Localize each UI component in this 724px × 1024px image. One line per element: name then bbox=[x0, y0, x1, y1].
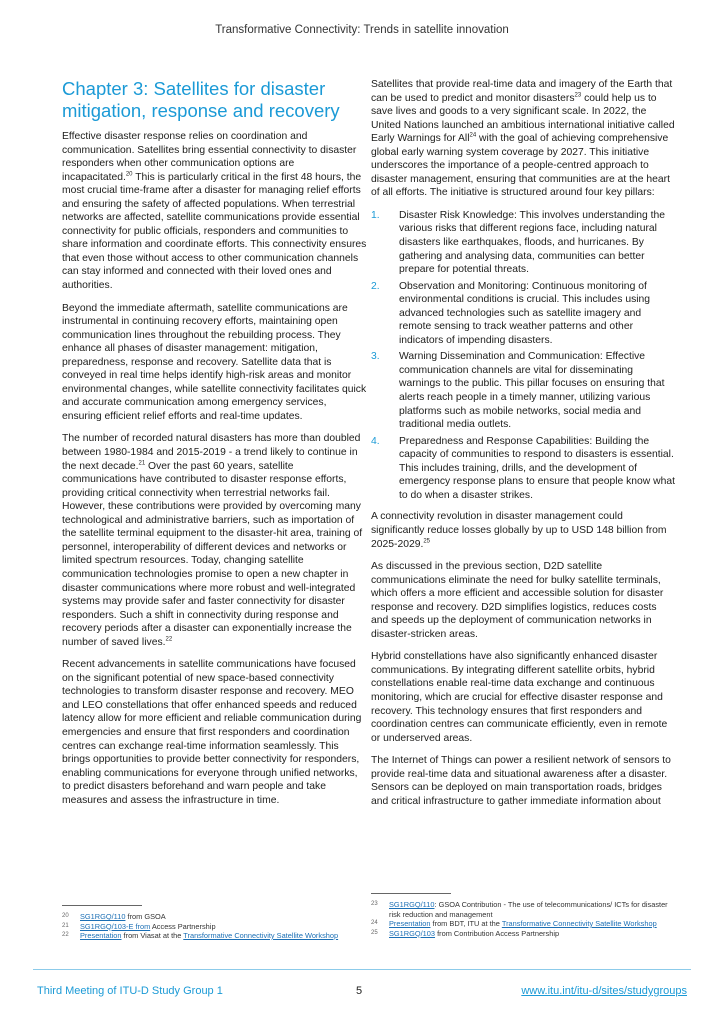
footnote-number: 23 bbox=[371, 901, 378, 907]
list-text: Preparedness and Response Capabilities: Building the capacity of communities to respond to disasters is essential. This includes training, drills, and the development of emergency response plans to ensure that people know what to do when a disaster strikes. bbox=[399, 435, 676, 501]
paragraph: Hybrid constellations have also significantly enhanced disaster communications. By integrating different satellite orbits, hybrid constellations enable real-time data exchange and continuous monitoring, which are crucial for effective disaster response and recovery. This technology ensures that first responders and coordination centres can communicate efficiently, even in remote or underserved areas. bbox=[371, 651, 668, 744]
footnote-ref[interactable]: 25 bbox=[423, 538, 431, 545]
footnote-link[interactable]: Transformative Connectivity Satellite Workshop bbox=[501, 919, 657, 928]
footnote-link[interactable]: Presentation bbox=[389, 919, 431, 928]
list-text: Disaster Risk Knowledge: This involves understanding the various risks that different regions face, including natural disasters like earthquakes, floods, and hurricanes. By gathering and analysing data, communities can better prepare for potential threats. bbox=[399, 209, 666, 276]
footnote-ref[interactable]: 24 bbox=[469, 132, 477, 139]
list-text: Warning Dissemination and Communication: Effective communication channels are vital for disseminating warnings to the public. This pillar focuses on ensuring that alerts reach people in a timely manner, utilizing various platforms such as mobile networks, social media and traditional media outlets. bbox=[399, 351, 665, 431]
footnote-divider bbox=[371, 893, 451, 894]
footnote-divider bbox=[62, 905, 142, 906]
footnote-link[interactable]: SG1RGQ/103-E from bbox=[80, 921, 151, 931]
right-column bbox=[371, 78, 676, 817]
footnote: 20 SG1RGQ/110 from GSOA bbox=[62, 912, 166, 921]
paragraph: A connectivity revolution in disaster management could significantly reduce losses globally by up to USD 148 billion from 2025-2029.25 bbox=[371, 511, 667, 550]
footnote: 24 Presentation from BDT, ITU at the Transformative Connectivity Satellite Workshop bbox=[371, 919, 657, 928]
left-column bbox=[62, 78, 367, 816]
footnote-link[interactable]: SG1RGQ/103 bbox=[389, 928, 436, 938]
list-item bbox=[371, 435, 676, 503]
list-number: 2. bbox=[371, 280, 380, 292]
paragraph: The number of recorded natural disasters has more than doubled between 1980-1984 and 2015-2019 - a trend likely to continue in the next decade.$^{21}$ Over the past 60 years, satellite communications have contributed to disaster response efforts, providing critical connectivity when terrestrial networks fail. However, these contributions were provided by overcoming many technological and administrative barriers, such as importation of the satellite terminal equipment to the disaster-hit area, training of personnel, interoperability of different devices and networks or limited spectrum resources. Today, changing satellite communication technologies promise to open a new chapter in disaster communications where more robust and well-integrated systems may provide safer and faster connectivity for disaster responders. Such a shift in connectivity during response and recovery periods after a disaster can exponentially increase the number of saved lives.$^{22}$ bbox=[62, 433, 363, 648]
footer-meeting-title: Third Meeting of ITU-D Study Group 1 bbox=[37, 985, 223, 997]
list-item bbox=[371, 350, 676, 431]
paragraph: Beyond the immediate aftermath, satellite communications are instrumental in continuing recovery efforts, maintaining open communication lines throughout the rebuilding process. They enhance all phases of disaster management: mitigation, preparedness, response and recovery. Satellite data that is conveyed in real time helps identify high-risk areas and monitor environmental changes, while satellite connectivity facilitates quick and accurate communication among emergency services, ensuring efficient relief efforts and real-time updates. bbox=[62, 302, 367, 422]
page-number: 5 bbox=[356, 985, 363, 997]
footnotes-left bbox=[62, 905, 362, 941]
paragraph: Recent advancements in satellite communications have focused on the significant potential of new space-based connectivity technologies to transform disaster response and recovery. MEO and LEO constellations that offer enhanced speeds and reduced latency allow for more efficient and reliable communication during emergencies and ensure that first responders and coordination centres can exchange real-time information seamlessly. This brings opportunities to provide better connectivity for responders, enabling communications for everyone through unified networks, to predict disasters beforehand and warn people and take measures and assess the infrastructure in time. bbox=[62, 659, 362, 806]
footnote-number: 25 bbox=[371, 929, 378, 936]
paragraph: As discussed in the previous section, D2D satellite communications eliminate the need for bulky satellite terminals, which offers a more efficient and accessible solution for disaster response and recovery. D2D simplifies logistics, reduces costs and speeds up the deployment of communication networks in disaster-stricken areas. bbox=[371, 561, 664, 640]
footer-divider bbox=[33, 969, 691, 970]
paragraph: Satellites that provide real-time data and imagery of the Earth that can be used to predict and monitor disasters$^{23}$ could help us to save lives and goods to a very significant scale. In 2022, the United Nations launched an ambitious international initiative called Early Warnings for All$^{24}$ with the goal of achieving comprehensive global early warning system coverage by 2027. This initiative underscores the importance of a people-centred approach to disaster management, ensuring that communities are at the heart of all efforts. The initiative is structured around four key pillars: bbox=[371, 79, 675, 199]
footnote-link[interactable]: SG1RGQ/110 bbox=[80, 912, 126, 921]
footnote-ref[interactable]: 23 bbox=[574, 92, 582, 99]
footnote-link[interactable]: Transformative Connectivity Satellite Workshop bbox=[183, 931, 339, 940]
footnote-link[interactable]: Presentation bbox=[80, 931, 122, 940]
pillars-list bbox=[371, 209, 676, 502]
list-text: Observation and Monitoring: Continuous monitoring of environmental conditions is crucial. This includes using advanced technologies such as satellite imagery and remote sensing to track weather patterns and other indicators of impending disasters. bbox=[399, 280, 651, 346]
footnote: 22 Presentation from Viasat at the Transformative Connectivity Satellite Workshop bbox=[62, 931, 339, 940]
list-item bbox=[371, 280, 676, 348]
footnote: 21 SG1RGQ/103-E from Access Partnership bbox=[62, 921, 216, 931]
paragraph: Effective disaster response relies on coordination and communication. Satellites bring essential connectivity to disaster responders when other communication options are incapacitated.$^{20}$ This is particularly critical in the first 48 hours, the most crucial time-frame after a disaster for managing relief efforts and ensuring the safety of affected populations. When terrestrial networks are affected, satellite communications provide essential connectivity for public officials, responders and communities to share information and coordinate efforts. This connectivity ensures that even those without access to other communication channels can stay informed and connected with their loved ones and authorities. bbox=[62, 131, 367, 292]
footnote-number: 24 bbox=[371, 920, 378, 926]
paragraph: The Internet of Things can power a resilient network of sensors to provide real-time data and situational awareness after a disaster. Sensors can be deployed on main transportation roads, bridges and critical infrastructure to gather immediate information about bbox=[371, 755, 671, 807]
footnote: 23 SG1RGQ/110: GSOA Contribution - The use of telecommunications/ ICTs for disaster risk reduction and management bbox=[371, 900, 668, 919]
running-header: Transformative Connectivity: Trends in satellite innovation bbox=[215, 24, 509, 36]
chapter-title: Chapter 3: Satellites for disaster mitigation, response and recovery bbox=[62, 78, 340, 121]
footnote-number: 20 bbox=[62, 913, 69, 919]
footnote-ref[interactable]: 20 bbox=[125, 171, 133, 178]
list-item bbox=[371, 209, 676, 277]
footnotes-right bbox=[371, 893, 671, 938]
list-number: 3. bbox=[371, 351, 380, 363]
footer-url-link[interactable]: www.itu.int/itu-d/sites/studygroups bbox=[521, 985, 687, 997]
footnote-ref[interactable]: 21 bbox=[138, 460, 146, 467]
footnote-number: 22 bbox=[62, 932, 69, 938]
list-number: 4. bbox=[371, 435, 380, 447]
footnote-number: 21 bbox=[62, 922, 69, 929]
footnote-link[interactable]: SG1RGQ/110 bbox=[389, 900, 435, 909]
footnote: 25 SG1RGQ/103 from Contribution Access Partnership bbox=[371, 928, 560, 938]
footnote-ref[interactable]: 22 bbox=[165, 636, 173, 643]
list-number: 1. bbox=[371, 209, 380, 221]
